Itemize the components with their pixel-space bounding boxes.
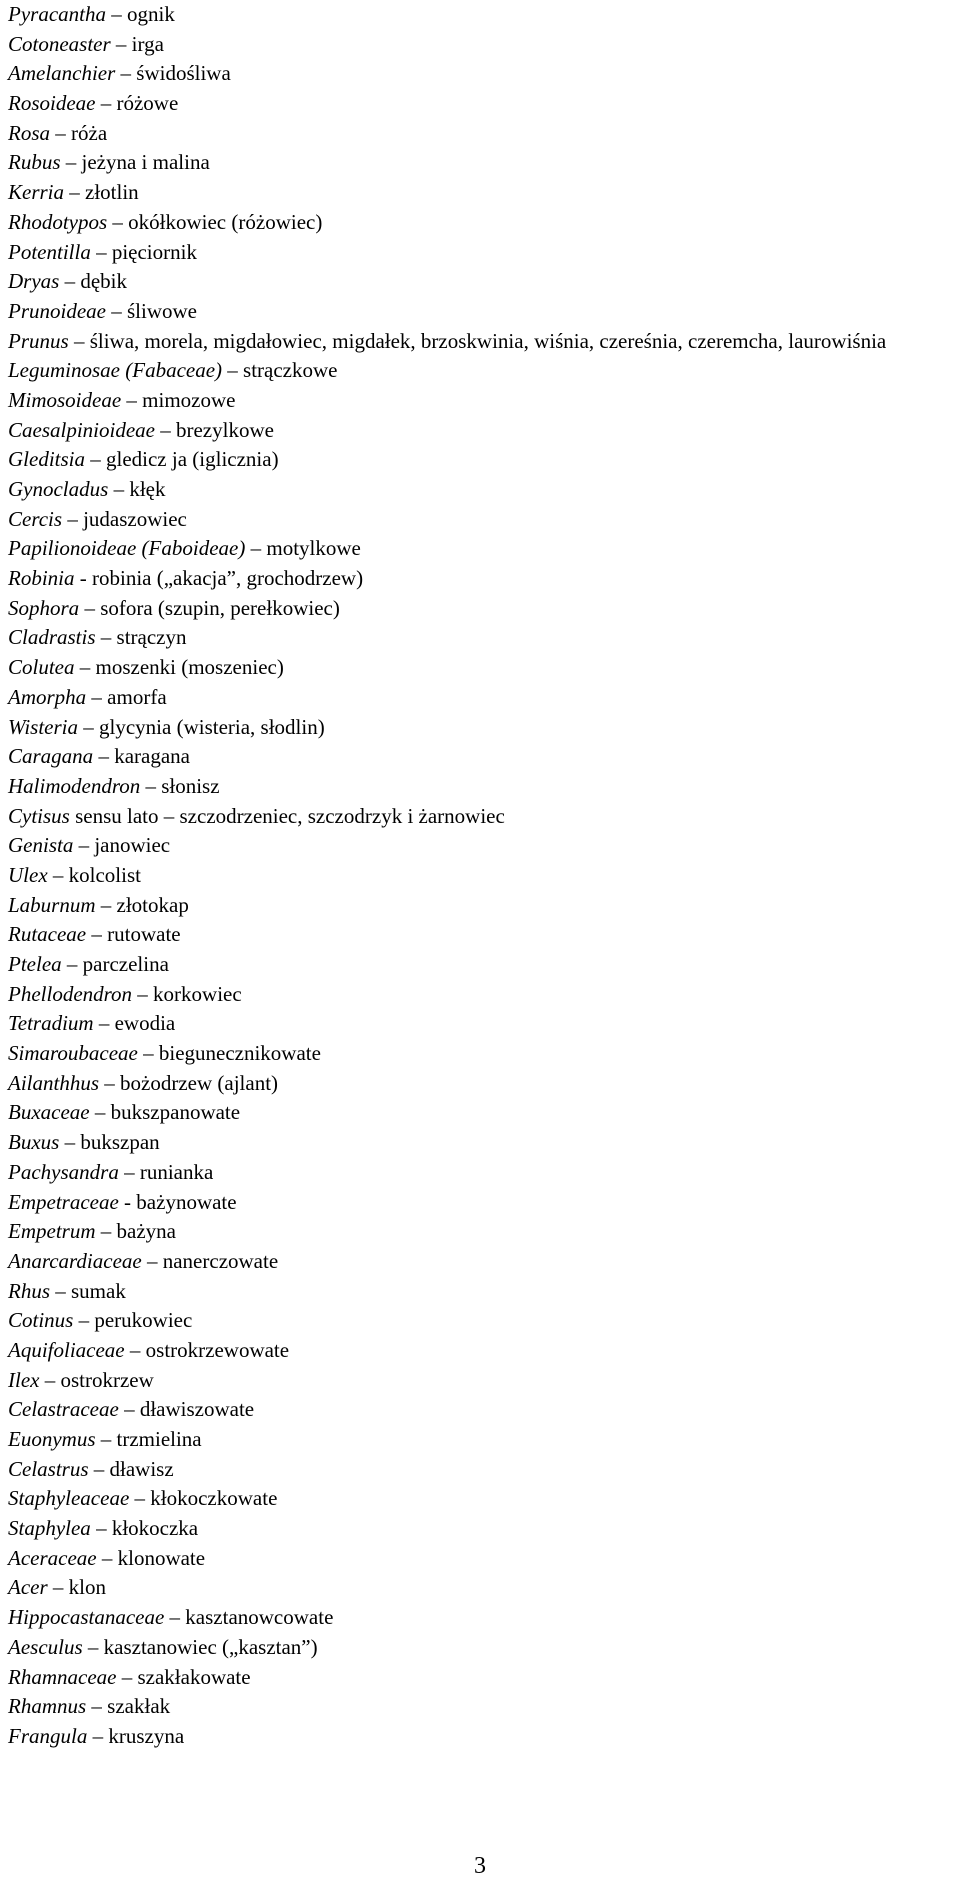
separator: – [89, 1100, 111, 1125]
polish-name: bażyna [116, 1219, 176, 1244]
list-item [8, 445, 953, 475]
separator: – [96, 1545, 118, 1570]
list-item [8, 653, 953, 683]
latin-name: Prunus [8, 328, 69, 353]
separator: – [245, 536, 267, 561]
polish-name: irga [131, 31, 164, 56]
latin-name: Ulex [8, 862, 48, 887]
polish-name: sumak [71, 1278, 126, 1303]
polish-name: glycynia (wisteria, słodlin) [99, 714, 325, 739]
latin-name: Mimosoideae [8, 387, 122, 412]
latin-name: Gleditsia [8, 447, 85, 472]
latin-name: Ailanthhus [8, 1070, 100, 1095]
separator: – [60, 150, 82, 175]
separator: – [132, 981, 154, 1006]
latin-name: Frangula [8, 1723, 88, 1748]
latin-name: Aceraceae [8, 1545, 97, 1570]
separator: – [129, 1486, 151, 1511]
list-item [8, 861, 953, 891]
list-item [8, 208, 953, 238]
list-item [8, 30, 953, 60]
polish-name: ostrokrzew [60, 1367, 154, 1392]
page-number: 3 [474, 1853, 486, 1879]
polish-name: pięciornik [111, 239, 197, 264]
latin-name: Celastrus [8, 1456, 89, 1481]
list-item [8, 1069, 953, 1099]
polish-name: złotlin [85, 180, 139, 205]
latin-name: Euonymus [8, 1427, 96, 1452]
polish-name: strączyn [116, 625, 187, 650]
polish-name: kłokoczka [111, 1516, 199, 1541]
polish-name: słonisz [161, 773, 220, 798]
separator: – [87, 1723, 109, 1748]
list-item [8, 148, 953, 178]
latin-name: Anarcardiaceae [8, 1248, 142, 1273]
separator: – [59, 1130, 81, 1155]
separator: – [222, 358, 244, 383]
list-item [8, 1603, 953, 1633]
latin-name: Phellodendron [8, 981, 133, 1006]
separator: – [95, 1219, 117, 1244]
separator: – [79, 595, 101, 620]
list-item [8, 356, 953, 386]
list-item [8, 950, 953, 980]
polish-name: mimozowe [142, 387, 236, 412]
latin-name: Amelanchier [8, 61, 116, 86]
list-item [8, 1217, 953, 1247]
separator: – [137, 1041, 159, 1066]
latin-name: Celastraceae [8, 1397, 119, 1422]
separator: – [95, 892, 117, 917]
separator: – [95, 1427, 117, 1452]
list-item [8, 59, 953, 89]
list-item [8, 1663, 953, 1693]
latin-name: Empetraceae [8, 1189, 119, 1214]
latin-name: Kerria [8, 180, 65, 205]
polish-name: dławisz [109, 1456, 174, 1481]
list-item [8, 416, 953, 446]
separator: – [105, 2, 127, 26]
polish-name: kłęk [129, 477, 166, 502]
latin-name: Cytisus [8, 803, 70, 828]
latin-name: Rhodotypos [8, 209, 108, 234]
polish-name: motylkowe [266, 536, 361, 561]
separator: – [124, 1337, 146, 1362]
polish-name: kasztanowcowate [185, 1605, 334, 1630]
separator: – [90, 1516, 112, 1541]
list-item [8, 386, 953, 416]
polish-name: trzmielina [116, 1427, 202, 1452]
list-item [8, 1306, 953, 1336]
polish-name: rutowate [107, 922, 181, 947]
polish-name: biegunecznikowate [158, 1041, 321, 1066]
list-item [8, 623, 953, 653]
latin-name: Halimodendron [8, 773, 141, 798]
list-item [8, 772, 953, 802]
latin-name: Papilionoideae (Faboideae) [8, 536, 246, 561]
polish-name: judaszowiec [83, 506, 187, 531]
list-item [8, 178, 953, 208]
polish-name: szczodrzeniec, szczodrzyk i żarnowiec [179, 803, 505, 828]
separator: – [68, 328, 90, 353]
latin-name: Aquifoliaceae [8, 1337, 125, 1362]
separator: – [118, 1159, 140, 1184]
latin-name: Gynocladus [8, 477, 109, 502]
latin-name: Prunoideae [8, 298, 106, 323]
list-item [8, 475, 953, 505]
separator: – [47, 1575, 69, 1600]
polish-name: runianka [139, 1159, 214, 1184]
latin-name: Cotinus [8, 1308, 74, 1333]
latin-name: Ptelea [8, 952, 62, 977]
latin-name: Cladrastis [8, 625, 96, 650]
separator: – [73, 1308, 95, 1333]
separator: – [74, 655, 96, 680]
list-item [8, 742, 953, 772]
separator: – [107, 209, 129, 234]
polish-name: śliwowe [126, 298, 197, 323]
list-item [8, 831, 953, 861]
list-item [8, 1336, 953, 1366]
polish-name: jeżyna i malina [81, 150, 210, 175]
list-item [8, 297, 953, 327]
latin-name: Pyracantha [8, 2, 106, 26]
separator: – [154, 417, 176, 442]
polish-name: klonowate [117, 1545, 206, 1570]
latin-name: Potentilla [8, 239, 91, 264]
latin-name: Rubus [8, 150, 61, 175]
latin-name: Hippocastanaceae [8, 1605, 165, 1630]
polish-name: szakłak [107, 1694, 171, 1719]
list-item [8, 1692, 953, 1722]
polish-name: klon [68, 1575, 106, 1600]
species-list [8, 0, 953, 1752]
latin-name: Rhus [8, 1278, 50, 1303]
latin-name: Acer [8, 1575, 48, 1600]
latin-name: Genista [8, 833, 74, 858]
polish-name: nanerczowate [162, 1248, 279, 1273]
latin-name: Caesalpinioideae [8, 417, 155, 442]
polish-name: róża [71, 120, 108, 145]
separator: sensu lato – [69, 803, 180, 828]
latin-name: Cercis [8, 506, 63, 531]
separator: – [88, 1456, 110, 1481]
latin-name: Laburnum [8, 892, 96, 917]
separator: – [115, 61, 137, 86]
latin-name: Ilex [8, 1367, 40, 1392]
list-item [8, 89, 953, 119]
polish-name: bożodrzew (ajlant) [120, 1070, 279, 1095]
polish-name: moszenki (moszeniec) [95, 655, 284, 680]
separator: – [93, 1011, 115, 1036]
polish-name: kolcolist [68, 862, 141, 887]
list-item [8, 683, 953, 713]
latin-name: Cotoneaster [8, 31, 111, 56]
list-item [8, 920, 953, 950]
polish-name: janowiec [94, 833, 171, 858]
latin-name: Rosoideae [8, 91, 96, 116]
polish-name: robinia („akacja”, grochodrzew) [92, 566, 364, 591]
separator: – [93, 744, 115, 769]
separator: – [121, 387, 143, 412]
list-item [8, 891, 953, 921]
polish-name: sofora (szupin, perełkowiec) [100, 595, 340, 620]
list-item [8, 1188, 953, 1218]
separator: – [86, 922, 108, 947]
list-item [8, 327, 953, 357]
separator: - [74, 566, 92, 591]
polish-name: ostrokrzewowate [145, 1337, 290, 1362]
polish-name: karagana [114, 744, 190, 769]
latin-name: Buxus [8, 1130, 60, 1155]
latin-name: Rhamnaceae [8, 1664, 117, 1689]
list-item [8, 505, 953, 535]
list-item [8, 1128, 953, 1158]
polish-name: korkowiec [153, 981, 242, 1006]
latin-name: Sophora [8, 595, 80, 620]
list-item [8, 1039, 953, 1069]
polish-name: gledicz ja (iglicznia) [106, 447, 279, 472]
list-item [8, 1098, 953, 1128]
separator: – [164, 1605, 186, 1630]
separator: – [110, 31, 132, 56]
list-item [8, 1158, 953, 1188]
separator: – [78, 714, 100, 739]
separator: – [59, 269, 81, 294]
separator: – [61, 952, 83, 977]
polish-name: kasztanowiec („kasztan”) [103, 1634, 318, 1659]
latin-name: Rutaceae [8, 922, 87, 947]
list-item [8, 534, 953, 564]
latin-name: Empetrum [8, 1219, 96, 1244]
polish-name: dębik [80, 269, 127, 294]
list-item [8, 238, 953, 268]
polish-name: śliwa, morela, migdałowiec, migdałek, brzoskwinia, wiśnia, czereśnia, czeremcha, laurowiśnia [89, 328, 887, 353]
separator: – [86, 1694, 108, 1719]
latin-name: Simaroubaceae [8, 1041, 138, 1066]
separator: – [47, 862, 69, 887]
polish-name: bukszpanowate [110, 1100, 241, 1125]
latin-name: Staphylea [8, 1516, 91, 1541]
latin-name: Pachysandra [8, 1159, 119, 1184]
latin-name: Aesculus [8, 1634, 83, 1659]
separator: – [82, 1634, 104, 1659]
polish-name: różowe [116, 91, 179, 116]
latin-name: Buxaceae [8, 1100, 90, 1125]
list-item [8, 1514, 953, 1544]
polish-name: kłokoczkowate [150, 1486, 278, 1511]
separator: - [118, 1189, 137, 1214]
polish-name: amorfa [107, 684, 167, 709]
separator: – [39, 1367, 61, 1392]
latin-name: Rosa [8, 120, 50, 145]
polish-name: ognik [126, 2, 175, 26]
list-item [8, 1247, 953, 1277]
list-item [8, 1366, 953, 1396]
latin-name: Amorpha [8, 684, 87, 709]
polish-name: brezylkowe [175, 417, 274, 442]
separator: – [64, 180, 86, 205]
separator: – [62, 506, 84, 531]
list-item [8, 1484, 953, 1514]
polish-name: świdośliwa [136, 61, 231, 86]
list-item [8, 1633, 953, 1663]
list-item [8, 802, 953, 832]
separator: – [85, 447, 106, 472]
list-item [8, 0, 953, 30]
list-item [8, 119, 953, 149]
list-item [8, 1455, 953, 1485]
polish-name: parczelina [82, 952, 169, 977]
separator: – [50, 1278, 71, 1303]
list-item [8, 1544, 953, 1574]
polish-name: złotokap [116, 892, 189, 917]
list-item [8, 564, 953, 594]
list-item [8, 1425, 953, 1455]
list-item [8, 1009, 953, 1039]
list-item [8, 980, 953, 1010]
list-item [8, 713, 953, 743]
polish-name: okółkowiec (różowiec) [128, 209, 323, 234]
separator: – [95, 625, 117, 650]
separator: – [73, 833, 95, 858]
latin-name: Caragana [8, 744, 94, 769]
separator: – [105, 298, 127, 323]
separator: – [95, 91, 117, 116]
polish-name: bażynowate [136, 1189, 237, 1214]
separator: – [140, 773, 162, 798]
list-item [8, 1277, 953, 1307]
list-item [8, 1573, 953, 1603]
latin-name: Staphyleaceae [8, 1486, 130, 1511]
polish-name: kruszyna [108, 1723, 185, 1748]
separator: – [99, 1070, 121, 1095]
list-item [8, 594, 953, 624]
separator: – [141, 1248, 163, 1273]
polish-name: dławiszowate [139, 1397, 255, 1422]
latin-name: Rhamnus [8, 1694, 87, 1719]
list-item [8, 1395, 953, 1425]
latin-name: Tetradium [8, 1011, 94, 1036]
latin-name: Leguminosae (Fabaceae) [8, 358, 223, 383]
list-item [8, 267, 953, 297]
polish-name: ewodia [114, 1011, 176, 1036]
latin-name: Wisteria [8, 714, 79, 739]
separator: – [116, 1664, 138, 1689]
separator: – [86, 684, 108, 709]
polish-name: bukszpan [80, 1130, 160, 1155]
polish-name: szakłakowate [137, 1664, 251, 1689]
latin-name: Dryas [8, 269, 60, 294]
separator: – [90, 239, 112, 264]
polish-name: strączkowe [243, 358, 338, 383]
separator: – [50, 120, 71, 145]
latin-name: Robinia [8, 566, 75, 591]
latin-name: Colutea [8, 655, 75, 680]
list-item [8, 1722, 953, 1752]
polish-name: perukowiec [94, 1308, 193, 1333]
separator: – [118, 1397, 140, 1422]
separator: – [108, 477, 130, 502]
